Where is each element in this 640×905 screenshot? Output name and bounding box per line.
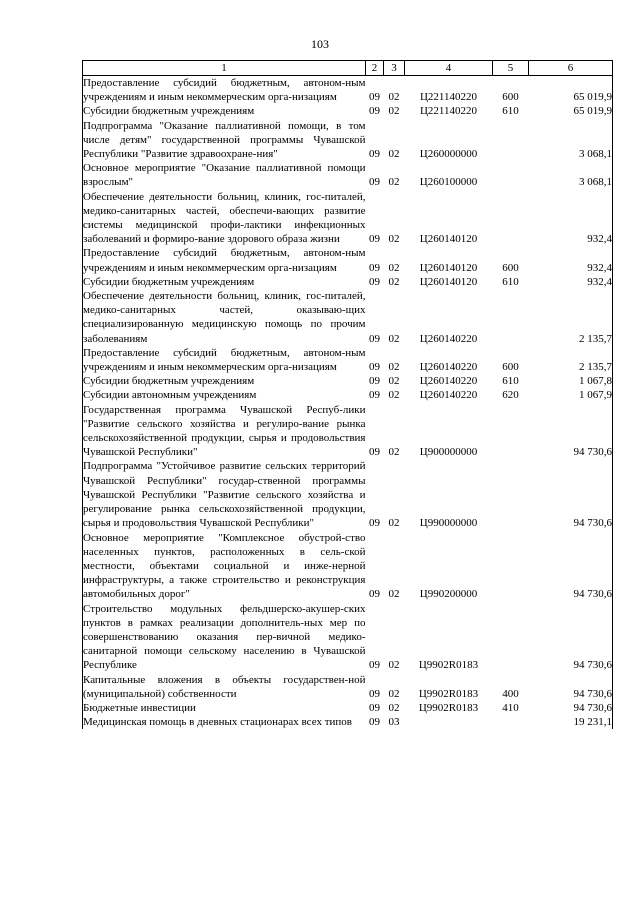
expense-type-code (493, 190, 529, 247)
row-name: Строительство модульных фельдшерско-акушер-ских пунктов в рамках реализации дополнитель-ных мер по совершенствованию оказания пер-вичной медико-санитарной помощи сельскому населению в Чувашской Республике (83, 602, 366, 672)
table-row (83, 346, 613, 374)
expense-type-code: 600 (502, 361, 519, 374)
subsection-code: 02 (388, 176, 400, 189)
subsection-code: 02 (388, 261, 400, 274)
section-code: 09 (369, 261, 380, 274)
row-name: Предоставление субсидий бюджетным, автоном-ным учреждениям и иным некоммерческим орга-низациям (83, 77, 366, 104)
expense-type-code (493, 403, 529, 460)
expense-type-code (493, 459, 529, 530)
table-row (83, 531, 613, 602)
amount: 932,4 (529, 190, 613, 247)
expense-type-code: 610 (502, 375, 519, 388)
section-code: 09 (369, 233, 380, 246)
section-code: 09 (369, 517, 380, 530)
section-code: 09 (369, 716, 380, 729)
page-number: 103 (311, 37, 329, 51)
table-row (83, 403, 613, 460)
subsection-code: 02 (388, 389, 400, 402)
section-code: 09 (369, 105, 380, 118)
row-name: Субсидии бюджетным учреждениям (83, 374, 366, 388)
amount: 94 730,6 (529, 602, 613, 673)
target-article-code: Ц9902R0183 (418, 701, 479, 714)
amount: 94 730,6 (529, 403, 613, 460)
target-article-code: Ц260140220 (419, 361, 478, 374)
section-code: 09 (369, 446, 380, 459)
table-row (83, 246, 613, 274)
expense-type-code (493, 289, 529, 346)
target-article-code: Ц9902R0183 (418, 687, 479, 700)
section-code: 09 (369, 332, 380, 345)
table-row (83, 76, 613, 105)
table-row (83, 374, 613, 388)
amount: 65 019,9 (529, 76, 613, 105)
target-article-code: Ц260140220 (419, 332, 478, 345)
table-row (83, 119, 613, 162)
subsection-code: 02 (388, 233, 400, 246)
section-code: 09 (369, 659, 380, 672)
section-code: 09 (369, 148, 380, 161)
expense-type-code: 620 (502, 389, 519, 402)
expense-type-code (493, 119, 529, 162)
table-row (83, 275, 613, 289)
amount: 94 730,6 (529, 459, 613, 530)
expense-type-code: 400 (502, 687, 519, 700)
table-row (83, 701, 613, 715)
subsection-code: 02 (388, 446, 400, 459)
subsection-code: 02 (388, 275, 400, 288)
column-header: 5 (493, 61, 529, 76)
subsection-code: 02 (388, 517, 400, 530)
subsection-code: 02 (388, 588, 400, 601)
expense-type-code (493, 531, 529, 602)
amount: 1 067,8 (529, 374, 613, 388)
table-row (83, 190, 613, 247)
row-name: Капитальные вложения в объекты государствен-ной (муниципальной) собственности (83, 673, 366, 700)
row-name: Субсидии автономным учреждениям (83, 388, 366, 402)
amount: 94 730,6 (529, 673, 613, 701)
row-name: Бюджетные инвестиции (83, 701, 366, 715)
section-code: 09 (369, 275, 380, 288)
section-code: 09 (369, 701, 380, 714)
subsection-code: 02 (388, 701, 400, 714)
section-code: 09 (369, 375, 380, 388)
target-article-code: Ц221140220 (419, 91, 478, 104)
target-article-code: Ц260140120 (419, 275, 478, 288)
subsection-code: 02 (388, 361, 400, 374)
section-code: 09 (369, 176, 380, 189)
table-row (83, 388, 613, 402)
row-name: Подпрограмма "Оказание паллиативной помощи, в том числе детям" государственной программы Чувашской Республики "Развитие здравоохране-ния" (83, 119, 366, 161)
amount: 932,4 (529, 246, 613, 274)
column-header: 4 (405, 61, 493, 76)
table-header-row (83, 61, 613, 76)
row-name: Основное мероприятие "Оказание паллиативной помощи взрослым" (83, 162, 366, 189)
target-article-code: Ц900000000 (419, 446, 478, 459)
amount: 19 231,1 (529, 715, 613, 729)
row-name: Предоставление субсидий бюджетным, автоном-ным учреждениям и иным некоммерческим орга-низациям (83, 346, 366, 374)
target-article-code: Ц221140220 (419, 105, 478, 118)
amount: 94 730,6 (529, 531, 613, 602)
amount: 65 019,9 (529, 104, 613, 118)
amount: 3 068,1 (529, 161, 613, 189)
target-article-code: Ц260140120 (419, 233, 478, 246)
section-code: 09 (369, 91, 380, 104)
row-name: Обеспечение деятельности больниц, клиник, гос-питалей, медико-санитарных частей, оказываю-щих специализированную медицинскую помощь по прочим заболеваниям (83, 290, 366, 345)
subsection-code: 03 (388, 716, 400, 729)
expense-type-code: 610 (502, 275, 519, 288)
target-article-code: Ц260140220 (419, 389, 478, 402)
table-row (83, 459, 613, 530)
table-row (83, 161, 613, 189)
row-name: Субсидии бюджетным учреждениям (83, 104, 366, 118)
expense-type-code (493, 715, 529, 729)
table-row (83, 104, 613, 118)
table-row (83, 602, 613, 673)
row-name: Обеспечение деятельности больниц, клиник, гос-питалей, медико-санитарных частей, обеспечи-вающих развитие системы медицинской профи-лактики инфекционных заболеваний и формиро-вание здорового образа жизни (83, 190, 366, 246)
column-header: 6 (529, 61, 613, 76)
subsection-code: 02 (388, 105, 400, 118)
amount: 932,4 (529, 275, 613, 289)
expense-type-code (493, 161, 529, 189)
target-article-code: Ц260000000 (419, 148, 478, 161)
column-header: 2 (366, 61, 384, 76)
table-row (83, 673, 613, 701)
row-name: Субсидии бюджетным учреждениям (83, 275, 366, 289)
table-body (83, 76, 613, 730)
target-article-code (405, 715, 493, 729)
amount: 2 135,7 (529, 346, 613, 374)
target-article-code: Ц260140220 (419, 375, 478, 388)
subsection-code: 02 (388, 91, 400, 104)
target-article-code: Ц990200000 (419, 588, 478, 601)
target-article-code: Ц990000000 (419, 517, 478, 530)
table-row (83, 289, 613, 346)
table-row (83, 715, 613, 729)
expense-type-code (493, 602, 529, 673)
expense-type-code: 610 (502, 105, 519, 118)
target-article-code: Ц260100000 (419, 176, 478, 189)
subsection-code: 02 (388, 687, 400, 700)
row-name: Предоставление субсидий бюджетным, автоном-ным учреждениям и иным некоммерческим орга-низациям (83, 247, 366, 274)
section-code: 09 (369, 588, 380, 601)
expense-type-code: 600 (502, 261, 519, 274)
expense-type-code: 410 (502, 701, 519, 714)
section-code: 09 (369, 389, 380, 402)
subsection-code: 02 (388, 332, 400, 345)
amount: 94 730,6 (529, 701, 613, 715)
section-code: 09 (369, 687, 380, 700)
section-code: 09 (369, 361, 380, 374)
amount: 1 067,9 (529, 388, 613, 402)
budget-table (82, 60, 613, 729)
column-header: 3 (384, 61, 405, 76)
target-article-code: Ц9902R0183 (418, 659, 479, 672)
amount: 2 135,7 (529, 289, 613, 346)
row-name: Основное мероприятие "Комплексное обустрой-ство населенных пунктов, расположенных в сель-ской местности, объектами социальной и инже-нерной инфраструктуры, а также строительство и реконструкция автомобильных дорог" (83, 531, 366, 601)
subsection-code: 02 (388, 659, 400, 672)
subsection-code: 02 (388, 375, 400, 388)
row-name: Подпрограмма "Устойчивое развитие сельских территорий Чувашской Республики" государ-ственной программы Чувашской Республики "Развитие сельского хозяйства и регулирование рынка сельскохозяйственной продукции, сырья и продовольствия Чувашской Республики" (83, 460, 366, 530)
subsection-code: 02 (388, 148, 400, 161)
target-article-code: Ц260140120 (419, 261, 478, 274)
row-name: Медицинская помощь в дневных стационарах всех типов (83, 715, 366, 729)
column-header: 1 (83, 61, 366, 76)
expense-type-code: 600 (502, 91, 519, 104)
amount: 3 068,1 (529, 119, 613, 162)
row-name: Государственная программа Чувашской Респуб-лики "Развитие сельского хозяйства и регулиро-вание рынка сельскохозяйственной продукции, сырья и продовольствия Чувашской Республики" (83, 403, 366, 459)
